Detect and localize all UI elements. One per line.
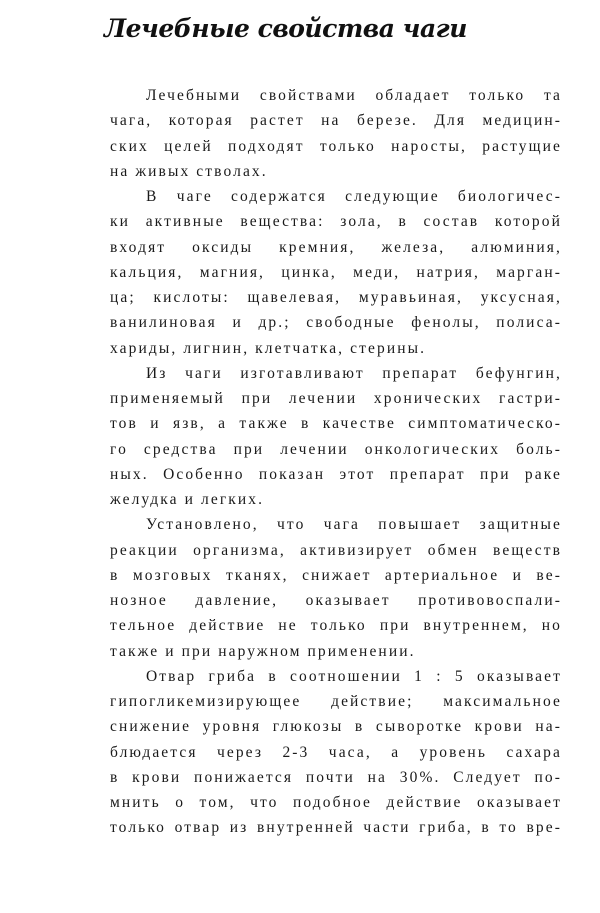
text-line: ца; кислоты: щавелевая, муравьиная, уксусная, <box>110 289 562 306</box>
text-line: желудка и легких. <box>110 491 265 508</box>
text-line: ных. Особенно показан этот препарат при раке <box>110 465 562 483</box>
page-title: Лечебные свойства чаги <box>104 14 467 43</box>
text-line: кальция, магния, цинка, меди, натрия, марган- <box>110 263 562 281</box>
text-line: чага, которая растет на березе. Для медицин- <box>110 112 562 130</box>
text-line: ки активные вещества: зола, в состав которой <box>110 213 562 231</box>
text-line: только отвар из внутренней части гриба, в то вре- <box>110 819 562 837</box>
text-line: снижение уровня глюкозы в сыворотке крови на- <box>110 718 562 736</box>
paragraph <box>110 184 562 361</box>
paragraph <box>110 83 562 184</box>
text-line: Отвар гриба в соотношении 1 : 5 оказывает <box>146 667 562 685</box>
text-line: мнить о том, что подобное действие оказывает <box>110 794 562 811</box>
text-line: нозное давление, оказывает противовоспали- <box>110 592 562 609</box>
text-line: ских целей подходят только наросты, растущие <box>110 137 562 155</box>
text-line: ванилиновая и др.; свободные фенолы, полиса- <box>110 314 562 332</box>
paragraph <box>110 664 562 841</box>
paragraph <box>110 361 562 513</box>
paragraph <box>110 512 562 664</box>
text-line: применяемый при лечении хронических гастри- <box>110 390 562 407</box>
text-line: в крови понижается почти на 30%. Следует по- <box>110 768 562 786</box>
text-line: хариды, лигнин, клетчатка, стерины. <box>110 339 427 357</box>
text-line: реакции организма, активизирует обмен веществ <box>110 541 562 559</box>
text-line: в мозговых тканях, снижает артериальное и ве- <box>110 566 562 584</box>
text-line: также и при наружном применении. <box>110 642 416 660</box>
text-line: входят оксиды кремния, железа, алюминия, <box>110 238 562 256</box>
body-text <box>110 83 562 841</box>
text-line: на живых стволах. <box>110 162 268 180</box>
text-line: тов и язв, а также в качестве симптоматическо- <box>110 415 562 433</box>
text-line: го средства при лечении онкологических боль- <box>110 440 562 458</box>
text-line: Из чаги изготавливают препарат бефунгин, <box>146 364 562 382</box>
text-line: В чаге содержатся следующие биологичес- <box>146 188 562 205</box>
text-line: Лечебными свойствами обладает только та <box>146 87 562 104</box>
text-line: гипогликемизирующее действие; максимальное <box>110 693 562 710</box>
text-line: Установлено, что чага повышает защитные <box>146 516 562 534</box>
text-line: тельное действие не только при внутреннем, но <box>110 617 562 635</box>
text-line: блюдается через 2-3 часа, а уровень сахара <box>110 743 562 761</box>
